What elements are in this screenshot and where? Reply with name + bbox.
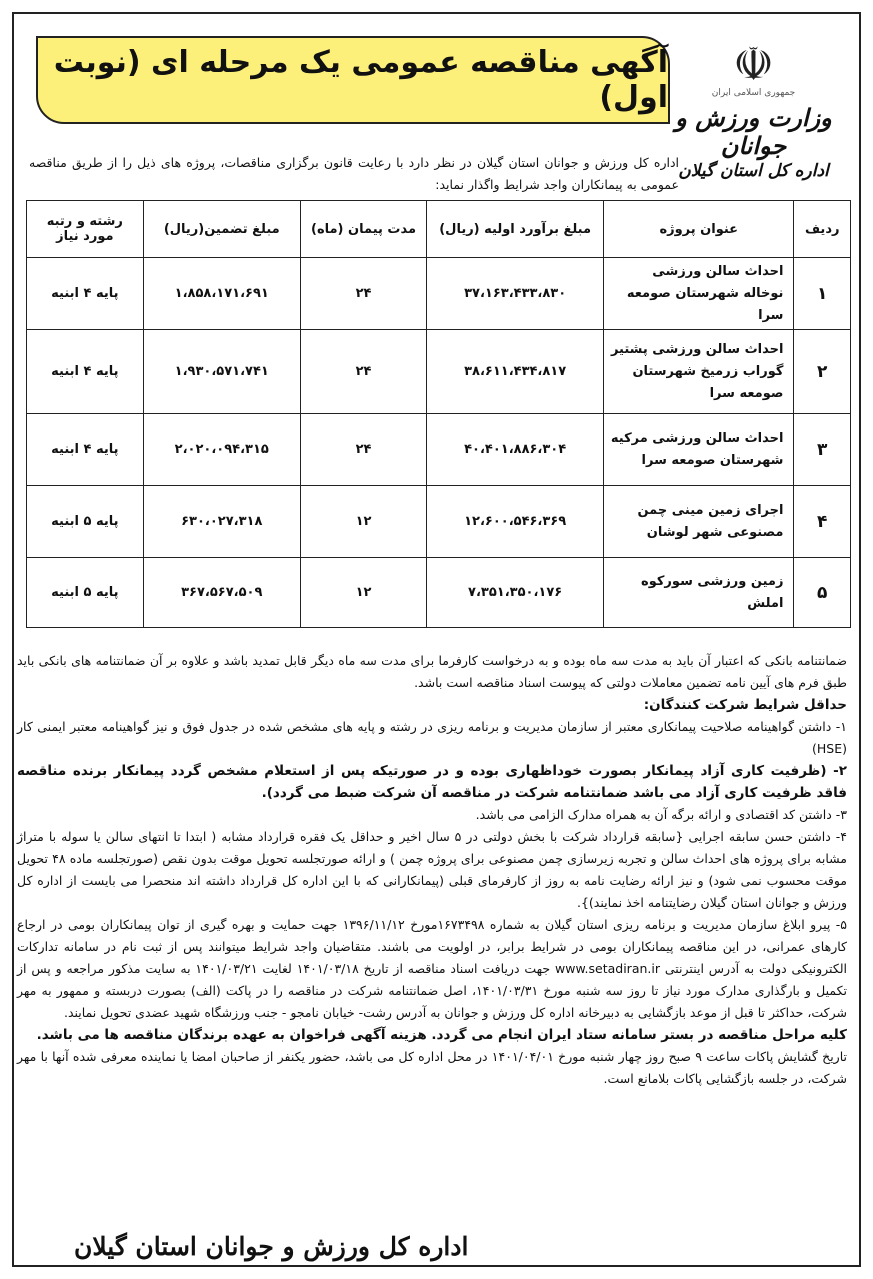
cell-duration: ۲۴ — [300, 330, 426, 414]
cell-row-number: ۵ — [794, 558, 851, 628]
cell-row-number: ۴ — [794, 486, 851, 558]
cell-guarantee: ۱،۸۵۸،۱۷۱،۶۹۱ — [143, 258, 300, 330]
ministry-logo — [666, 36, 841, 186]
cell-grade: پایه ۵ ابنیه — [27, 486, 144, 558]
cell-grade: پایه ۴ ابنیه — [27, 414, 144, 486]
cell-guarantee: ۱،۹۳۰،۵۷۱،۷۴۱ — [143, 330, 300, 414]
guarantee-note: ضمانتنامه بانکی که اعتبار آن باید به مدت سه ماه بوده و به درخواست کارفرما برای مدت سه ماه دیگر قابل تمدید باشد و علاوه بر آن ضمانتنامه های بانکی باید طبق فرم های آیین نامه تضمین معاملات دولتی که پیوست اسناد مناقصه است باشد. — [17, 653, 847, 690]
cell-estimate: ۷،۳۵۱،۳۵۰،۱۷۶ — [427, 558, 604, 628]
table-row — [27, 486, 851, 558]
condition-3: ۳- داشتن کد اقتصادی و ارائه برگه آن به همراه مدارک الزامی می باشد. — [475, 807, 847, 822]
header-grade: رشته و رتبه مورد نیاز — [27, 201, 144, 258]
condition-5: ۵- پیرو ابلاغ سازمان مدیریت و برنامه ریزی استان گیلان به شماره ۱۶۷۳۴۹۸مورخ ۱۳۹۶/۱۱/۱۲ جهت حمایت و بهره گیری از توان پیمانکاران بومی در ارجاع کارهای عمرانی، در این مناقصه پیمانکاران بومی در شرایط برابر، در اولویت می باشند. متقاضیان واجد شرایط میتوانند پس از ثبت نام در سامانه تدارکات الکترونیکی دولت به آدرس اینترنتی www.setadiran.ir جهت دریافت اسناد مناقصه از تاریخ ۱۴۰۱/۰۳/۱۸ لغایت ۱۴۰۱/۰۳/۲۱ به سایت مذکور مراجعه و پس از تکمیل و بارگذاری مدارک مورد نیاز تا روز سه شنبه مورخ ۱۴۰۱/۰۳/۳۱، اصل ضمانتنامه شرکت در مناقصه را در پاکت (الف) بصورت دربسته و ممهور به مهر شرکت، حداکثر تا قبل از موعد بازگشایی به دبیرخانه اداره کل ورزش و جوانان به آدرس رشت- خیابان نامجو - جنب ورزشگاه شهید عضدی تحویل نمایند. — [17, 917, 848, 1020]
cell-estimate: ۴۰،۴۰۱،۸۸۶،۳۰۴ — [427, 414, 604, 486]
notice-body — [17, 650, 847, 1090]
table-row — [27, 558, 851, 628]
cell-project-title: احداث سالن ورزشی نوخاله شهرستان صومعه سرا — [604, 258, 794, 330]
cell-row-number: ۱ — [794, 258, 851, 330]
cell-project-title: زمین ورزشی سورکوه املش — [604, 558, 794, 628]
header-row-number: ردیف — [794, 201, 851, 258]
cell-grade: پایه ۴ ابنیه — [27, 330, 144, 414]
cell-row-number: ۲ — [794, 330, 851, 414]
tender-platform-note: کلیه مراحل مناقصه در بستر سامانه ستاد ایران انجام می گردد. هزینه آگهی فراخوان به عهده برندگان مناقصه ها می باشد. — [36, 1027, 847, 1043]
header-guarantee: مبلغ تضمین(ریال) — [143, 201, 300, 258]
cell-duration: ۲۴ — [300, 414, 426, 486]
header-project-title: عنوان پروژه — [604, 201, 794, 258]
cell-duration: ۲۴ — [300, 258, 426, 330]
conditions-heading: حداقل شرایط شرکت کنندگان: — [643, 697, 847, 713]
cell-grade: پایه ۵ ابنیه — [27, 558, 144, 628]
condition-2: ۲- (ظرفیت کاری آزاد پیمانکار بصورت خوداظهاری بوده و در صورتیکه پس از استعلام مشخص گردد پیمانکار برنده مناقصه فاقد ظرفیت کاری آزاد می باشد ضمانتنامه شرکت در مناقصه آن شرکت ضبط می گردد). — [17, 763, 847, 801]
header-estimate: مبلغ برآورد اولیه (ریال) — [427, 201, 604, 258]
notice-page — [12, 12, 861, 1267]
table-row — [27, 414, 851, 486]
cell-grade: پایه ۴ ابنیه — [27, 258, 144, 330]
iran-emblem-icon: ☫ — [732, 37, 775, 91]
condition-1: ۱- داشتن گواهینامه صلاحیت پیمانکاری معتبر از سازمان مدیریت و برنامه ریزی در رشته و پایه های مشخص شده در جدول فوق و نیز گواهینامه معتبر ایمنی کار (HSE) — [17, 719, 847, 756]
logo-subtitle: جمهوری اسلامی ایران — [711, 88, 796, 98]
cell-estimate: ۳۸،۶۱۱،۴۳۴،۸۱۷ — [427, 330, 604, 414]
header-duration: مدت پیمان (ماه) — [300, 201, 426, 258]
cell-duration: ۱۲ — [300, 486, 426, 558]
logo-ministry-name: وزارت ورزش و جوانان — [675, 103, 832, 160]
cell-estimate: ۱۲،۶۰۰،۵۴۶،۳۶۹ — [427, 486, 604, 558]
notice-title: آگهی مناقصه عمومی یک مرحله ای (نوبت اول) — [36, 36, 670, 124]
cell-project-title: احداث سالن ورزشی مرکیه شهرستان صومعه سرا — [604, 414, 794, 486]
projects-table — [26, 200, 851, 628]
opening-note: تاریخ گشایش پاکات ساعت ۹ صبح روز چهار شنبه مورخ ۱۴۰۱/۰۴/۰۱ در محل اداره کل می باشد، حضور یکنفر از صاحبان امضا یا نماینده معرفی شده آنها با مهر شرکت، در جلسه بازگشایی پاکات بلامانع است. — [17, 1049, 847, 1086]
table-header-row — [27, 201, 851, 258]
cell-row-number: ۳ — [794, 414, 851, 486]
intro-paragraph: اداره کل ورزش و جوانان استان گیلان در نظر دارد با رعایت قانون برگزاری مناقصات، پروژه های ذیل را از طریق مناقصه عمومی به پیمانکاران واجد شرایط واگذار نماید: — [29, 155, 679, 192]
table-row — [27, 330, 851, 414]
logo-office-name: اداره کل استان گیلان — [678, 161, 829, 181]
issuer-signature: اداره کل ورزش و جوانان استان گیلان — [74, 1232, 469, 1261]
cell-guarantee: ۳۶۷،۵۶۷،۵۰۹ — [143, 558, 300, 628]
cell-duration: ۱۲ — [300, 558, 426, 628]
cell-estimate: ۳۷،۱۶۳،۴۳۳،۸۳۰ — [427, 258, 604, 330]
cell-guarantee: ۲،۰۲۰،۰۹۴،۳۱۵ — [143, 414, 300, 486]
condition-4: ۴- داشتن حسن سابقه اجرایی {سابقه قرارداد شرکت با بخش دولتی در ۵ سال اخیر و حداقل یک فقره قرارداد مشابه ( ابتدا تا انتهای سالن یا سوله با متراژ مشابه برای پروژه های احداث سالن و تجربه زیرسازی چمن مصنوعی برای پروژه چمن ) و ارائه صورتجلسه تحویل موقت بدون نقص (صورتجلسه ماده ۴۸ تحویل موقت محسوب نمی شود) و نیز ارائه رضایت نامه به روز از کارفرمای قبلی (پیمانکارانی که با این اداره کل قرارداد داشته اند منحصرا می بایست از اداره کل ورزش و جوانان استان گیلان رضایتنامه اخذ نمایند)}. — [17, 829, 847, 910]
table-row — [27, 258, 851, 330]
cell-project-title: اجرای زمین مینی چمن مصنوعی شهر لوشان — [604, 486, 794, 558]
cell-guarantee: ۶۳۰،۰۲۷،۳۱۸ — [143, 486, 300, 558]
cell-project-title: احداث سالن ورزشی پشتیر گوراب زرمیخ شهرستان صومعه سرا — [604, 330, 794, 414]
